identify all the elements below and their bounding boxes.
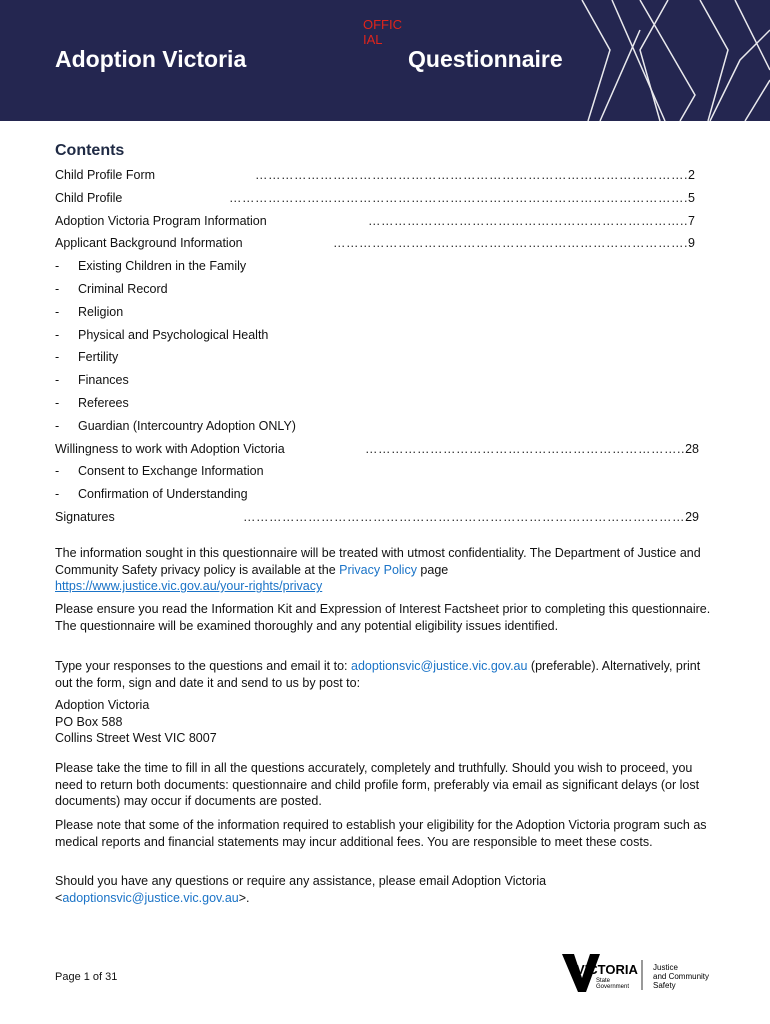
privacy-paragraph	[55, 545, 720, 595]
toc-subentry[interactable]	[55, 301, 705, 324]
official-mark	[363, 17, 409, 47]
read-kit-paragraph: Please ensure you read the Information Kit and Expression of Interest Factsheet prior to completing this questionnaire. The questionnaire will be examined thoroughly and any potential eligibility issues identified.	[55, 602, 711, 633]
toc-subentry[interactable]	[55, 255, 705, 278]
page-number: Page 1 of 31	[55, 971, 118, 983]
toc-subentry-label: Guardian (Intercountry Adoption ONLY)	[78, 418, 296, 433]
toc-page-number: 2	[688, 168, 695, 182]
type-responses-paragraph	[55, 658, 720, 691]
toc-subentry-label: Criminal Record	[78, 281, 168, 296]
toc-subentry[interactable]	[55, 346, 705, 369]
logo-victoria-text: VICTORIA	[576, 962, 638, 977]
logo-government-text: Government	[596, 984, 630, 990]
header-banner	[0, 0, 770, 121]
toc-entry[interactable]	[55, 506, 705, 529]
toc-entry[interactable]	[55, 438, 705, 461]
toc-leader-dots: ……………………………………………………………………….	[333, 236, 688, 251]
toc-subentry[interactable]	[55, 324, 705, 347]
victoria-government-logo	[560, 948, 730, 1000]
email-link[interactable]: adoptionsvic@justice.vic.gov.au	[351, 659, 528, 673]
type-text: Type your responses to the questions and email it to:	[55, 659, 352, 673]
toc-entry-label: Adoption Victoria Program Information	[55, 213, 267, 228]
toc-page-number: 9	[688, 236, 695, 251]
toc-leader-dots: ………………………………………………………………..	[365, 441, 685, 456]
toc-dash: -	[55, 350, 60, 365]
questions-text: Should you have any questions or require any assistance, please email Adoption Victoria	[55, 874, 547, 888]
toc-entry-label: Child Profile Form	[55, 168, 156, 182]
privacy-policy-link[interactable]: Privacy Policy	[339, 562, 417, 577]
official-line-2: IAL	[363, 32, 383, 47]
address-line-1: Adoption Victoria	[55, 698, 150, 712]
take-time-paragraph: Please take the time to fill in all the questions accurately, completely and truthfully. Should you wish to proceed, you need to return both documents: questionnaire and child profile form, preferably via email as significant delays (or lost documents) may occur if documents are posted.	[55, 761, 700, 808]
logo-dept-line-2: and Community	[653, 972, 710, 981]
logo-state-text: State	[596, 978, 611, 984]
toc-subentry[interactable]	[55, 392, 705, 415]
toc-dash: -	[55, 395, 60, 410]
toc-subentry-label: Consent to Exchange Information	[78, 464, 264, 479]
type-text-end: (preferable). Alternatively, print out the form, sign and date it and send to us by post to:	[55, 659, 701, 690]
toc-entry-label: Signatures	[55, 509, 115, 524]
postal-address	[55, 697, 720, 747]
header-title-left: Adoption Victoria	[55, 46, 247, 72]
fees-paragraph: Please note that some of the information required to establish your eligibility for the Adoption Victoria program such as medical reports and financial statements may incur additional fees. You are responsible to meet these costs.	[55, 818, 707, 849]
toc-dash: -	[55, 259, 60, 274]
toc-dash: -	[55, 464, 60, 479]
toc-dash: -	[55, 487, 60, 502]
privacy-text: The information sought in this questionnaire will be treated with utmost confidentiality. The Department of Justice and Community Safety privacy policy is available at the	[55, 546, 701, 577]
toc-subentry-label: Finances	[78, 373, 129, 388]
toc-subentry-label: Physical and Psychological Health	[78, 327, 269, 342]
toc-page-number: 5	[688, 190, 695, 205]
toc-subentry-label: Religion	[78, 304, 124, 319]
toc-dash: -	[55, 304, 60, 319]
toc-entry[interactable]	[55, 164, 705, 187]
toc-entry[interactable]	[55, 210, 705, 233]
toc-entry-label: Child Profile	[55, 190, 123, 205]
toc-entry[interactable]	[55, 187, 705, 210]
toc-subentry-label: Confirmation of Understanding	[78, 487, 248, 502]
angle-close: >.	[238, 890, 250, 905]
angle-open: <	[55, 890, 63, 905]
logo-dept-line-1: Justice	[653, 963, 678, 972]
toc-subentry[interactable]	[55, 460, 705, 483]
toc-entry-label: Willingness to work with Adoption Victoria	[55, 441, 285, 456]
official-line-1: OFFIC	[363, 17, 402, 32]
contents-heading: Contents	[55, 142, 125, 159]
toc-subentry[interactable]	[55, 483, 705, 506]
toc-dash: -	[55, 327, 60, 342]
toc-subentry[interactable]	[55, 369, 705, 392]
questions-email-link[interactable]: adoptionsvic@justice.vic.gov.au	[62, 890, 239, 905]
privacy-text-end: page	[416, 562, 449, 577]
table-of-contents	[55, 164, 705, 529]
toc-dash: -	[55, 418, 60, 433]
toc-page-number: 29	[685, 509, 699, 524]
toc-subentry-label: Existing Children in the Family	[78, 259, 247, 274]
toc-entry-label: Applicant Background Information	[55, 236, 243, 251]
address-line-3: Collins Street West VIC 8007	[55, 731, 217, 745]
toc-subentry-label: Referees	[78, 395, 129, 410]
toc-dash: -	[55, 373, 60, 388]
privacy-url-link[interactable]: https://www.justice.vic.gov.au/your-rights/privacy	[55, 579, 323, 593]
toc-page-number: 28	[685, 441, 699, 456]
address-line-2: PO Box 588	[55, 714, 123, 729]
header-title-right: Questionnaire	[408, 46, 563, 72]
toc-dash: -	[55, 281, 60, 296]
toc-entry[interactable]	[55, 232, 705, 255]
toc-leader-dots: …………………………………………………………………………………………….	[229, 190, 688, 205]
toc-leader-dots: ……………………………………………………………………………………….	[255, 168, 688, 182]
toc-leader-dots: …………………………………………………………………………………………	[243, 509, 685, 524]
logo-dept-line-3: Safety	[653, 981, 676, 990]
toc-subentry[interactable]	[55, 415, 705, 438]
toc-leader-dots: ………………………………………………………………..	[368, 213, 688, 228]
toc-subentry-label: Fertility	[78, 350, 119, 365]
toc-subentry[interactable]	[55, 278, 705, 301]
questions-paragraph	[55, 873, 720, 906]
toc-page-number: 7	[688, 213, 695, 228]
